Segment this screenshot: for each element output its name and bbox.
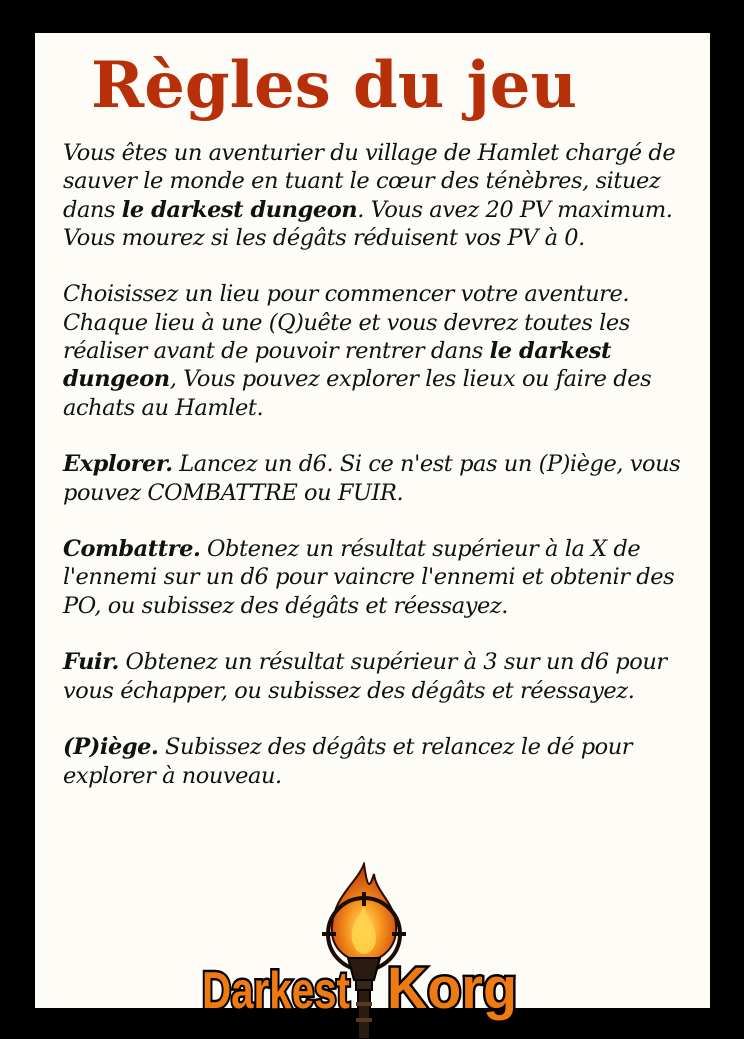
rules-paragraph-fight — [63, 535, 699, 620]
rules-text-segment: . Vous avez 20 PV maximum. Vous mourez si les dégâts réduisent vos PV à 0. — [63, 196, 673, 251]
rules-emphasis: le darkest dungeon — [121, 196, 358, 223]
rule-description: Obtenez un résultat supérieur à la X de l'ennemi sur un d6 pour vaincre l'ennemi et obtenir des PO, ou subissez des dégâts et réessayez. — [63, 536, 675, 619]
logo-word-darkest: Darkest — [202, 962, 350, 1020]
rule-description: Subissez des dégâts et relancez le dé pour explorer à nouveau. — [63, 734, 633, 789]
rules-emphasis: le darkest dungeon — [63, 338, 611, 393]
page-title: Règles du jeu — [91, 48, 577, 123]
rules-paragraph-explore — [63, 450, 699, 507]
logo-word-korg: Korg — [387, 956, 517, 1021]
rules-text-segment: , Vous pouvez explorer les lieux ou faire des achats au Hamlet. — [63, 366, 652, 421]
rule-term-flee: Fuir. — [63, 649, 119, 676]
rule-term-fight: Combattre. — [63, 536, 201, 563]
rules-text-segment: Vous êtes un aventurier du village de Hamlet chargé de sauver le monde en tuant le cœur des ténèbres, situez dans — [63, 140, 676, 223]
rules-paragraph-trap — [63, 733, 699, 790]
rules-paragraph-intro — [63, 139, 699, 252]
rule-description: Obtenez un résultat supérieur à 3 sur un d6 pour vous échapper, ou subissez des dégâts et réessayez. — [63, 649, 667, 704]
rules-text-segment: Choisissez un lieu pour commencer votre aventure. Chaque lieu à une (Q)uête et vous devrez toutes les réaliser avant de pouvoir rentrer dans — [63, 281, 630, 365]
rules-text — [63, 139, 699, 818]
rules-paragraph-flee — [63, 648, 699, 705]
rule-term-explore: Explorer. — [63, 451, 173, 478]
rules-paragraph-locations — [63, 280, 699, 421]
darkest-korg-logo — [198, 862, 528, 1039]
rule-term-trap: (P)iège. — [63, 734, 159, 761]
rule-description: Lancez un d6. Si ce n'est pas un (P)iège, vous pouvez COMBATTRE ou FUIR. — [63, 451, 681, 506]
